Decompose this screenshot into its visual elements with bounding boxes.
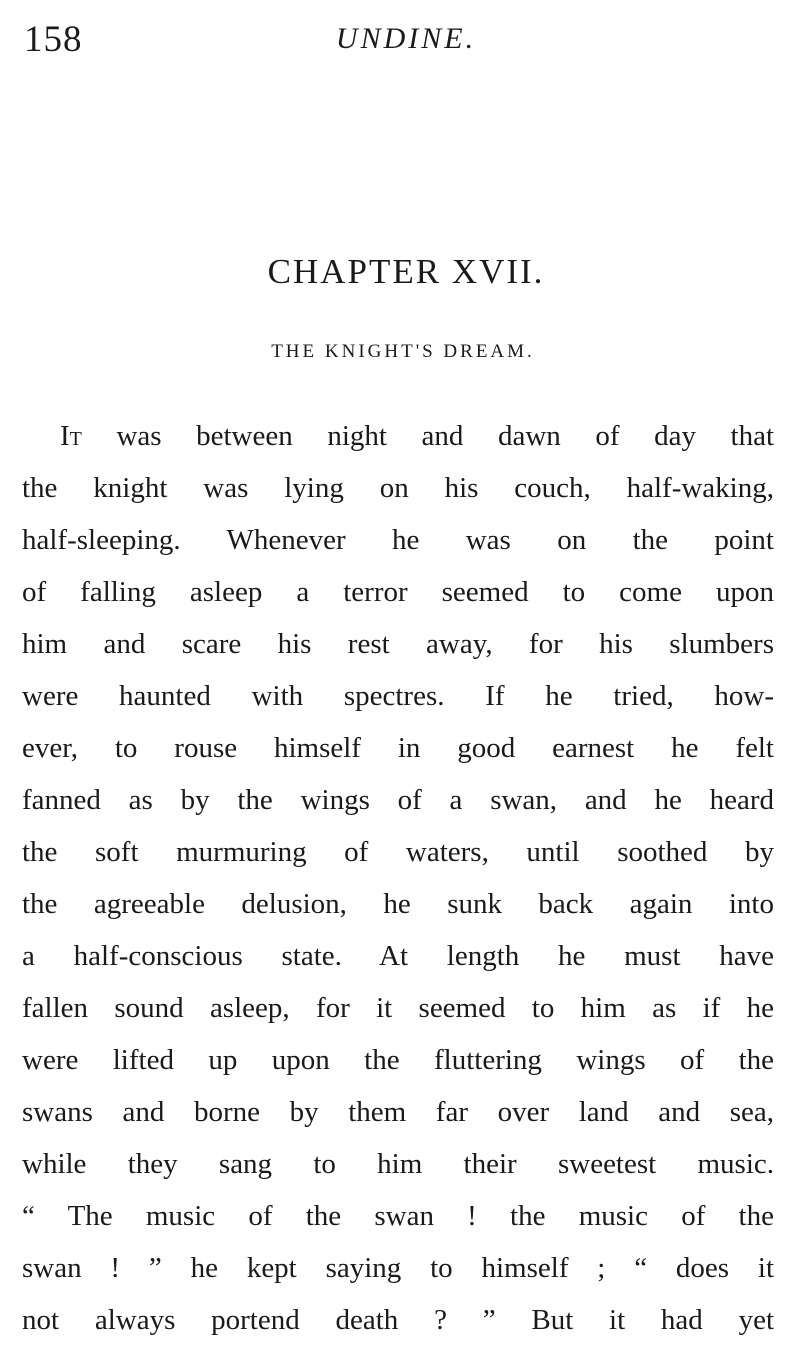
- page-number: 158: [24, 19, 83, 60]
- body-text: [22, 410, 774, 1346]
- text-line: not always portend death ? ” But it had yet: [22, 1304, 774, 1336]
- first-line-rest: was between night and dawn of day that: [81, 420, 774, 452]
- text-line: swans and borne by them far over land and sea,: [22, 1096, 774, 1128]
- first-word: It: [60, 420, 82, 452]
- text-line: the soft murmuring of waters, until soothed by: [22, 836, 774, 868]
- text-line: ever, to rouse himself in good earnest he felt: [22, 732, 774, 764]
- text-line: fanned as by the wings of a swan, and he heard: [22, 784, 774, 816]
- text-line: swan ! ” he kept saying to himself ; “ does it: [22, 1252, 774, 1284]
- text-line: fallen sound asleep, for it seemed to him as if he: [22, 992, 774, 1024]
- text-line: “ The music of the swan ! the music of the: [22, 1200, 774, 1232]
- text-line: half-sleeping. Whenever he was on the point: [22, 524, 774, 556]
- text-line: of falling asleep a terror seemed to come upon: [22, 576, 774, 608]
- running-title: UNDINE.: [335, 22, 477, 55]
- chapter-title: CHAPTER XVII.: [267, 252, 545, 291]
- text-line-first: [22, 410, 774, 462]
- text-line: the agreeable delusion, he sunk back again into: [22, 888, 774, 920]
- text-line: were lifted up upon the fluttering wings of the: [22, 1044, 774, 1076]
- text-line: were haunted with spectres. If he tried, how-: [22, 680, 774, 712]
- text-line: the knight was lying on his couch, half-waking,: [22, 472, 774, 504]
- text-line: a half-conscious state. At length he must have: [22, 940, 774, 972]
- text-line: him and scare his rest away, for his slumbers: [22, 628, 774, 660]
- text-line: while they sang to him their sweetest music.: [22, 1148, 774, 1180]
- running-head: [0, 14, 794, 64]
- chapter-subtitle: THE KNIGHT'S DREAM.: [271, 341, 535, 362]
